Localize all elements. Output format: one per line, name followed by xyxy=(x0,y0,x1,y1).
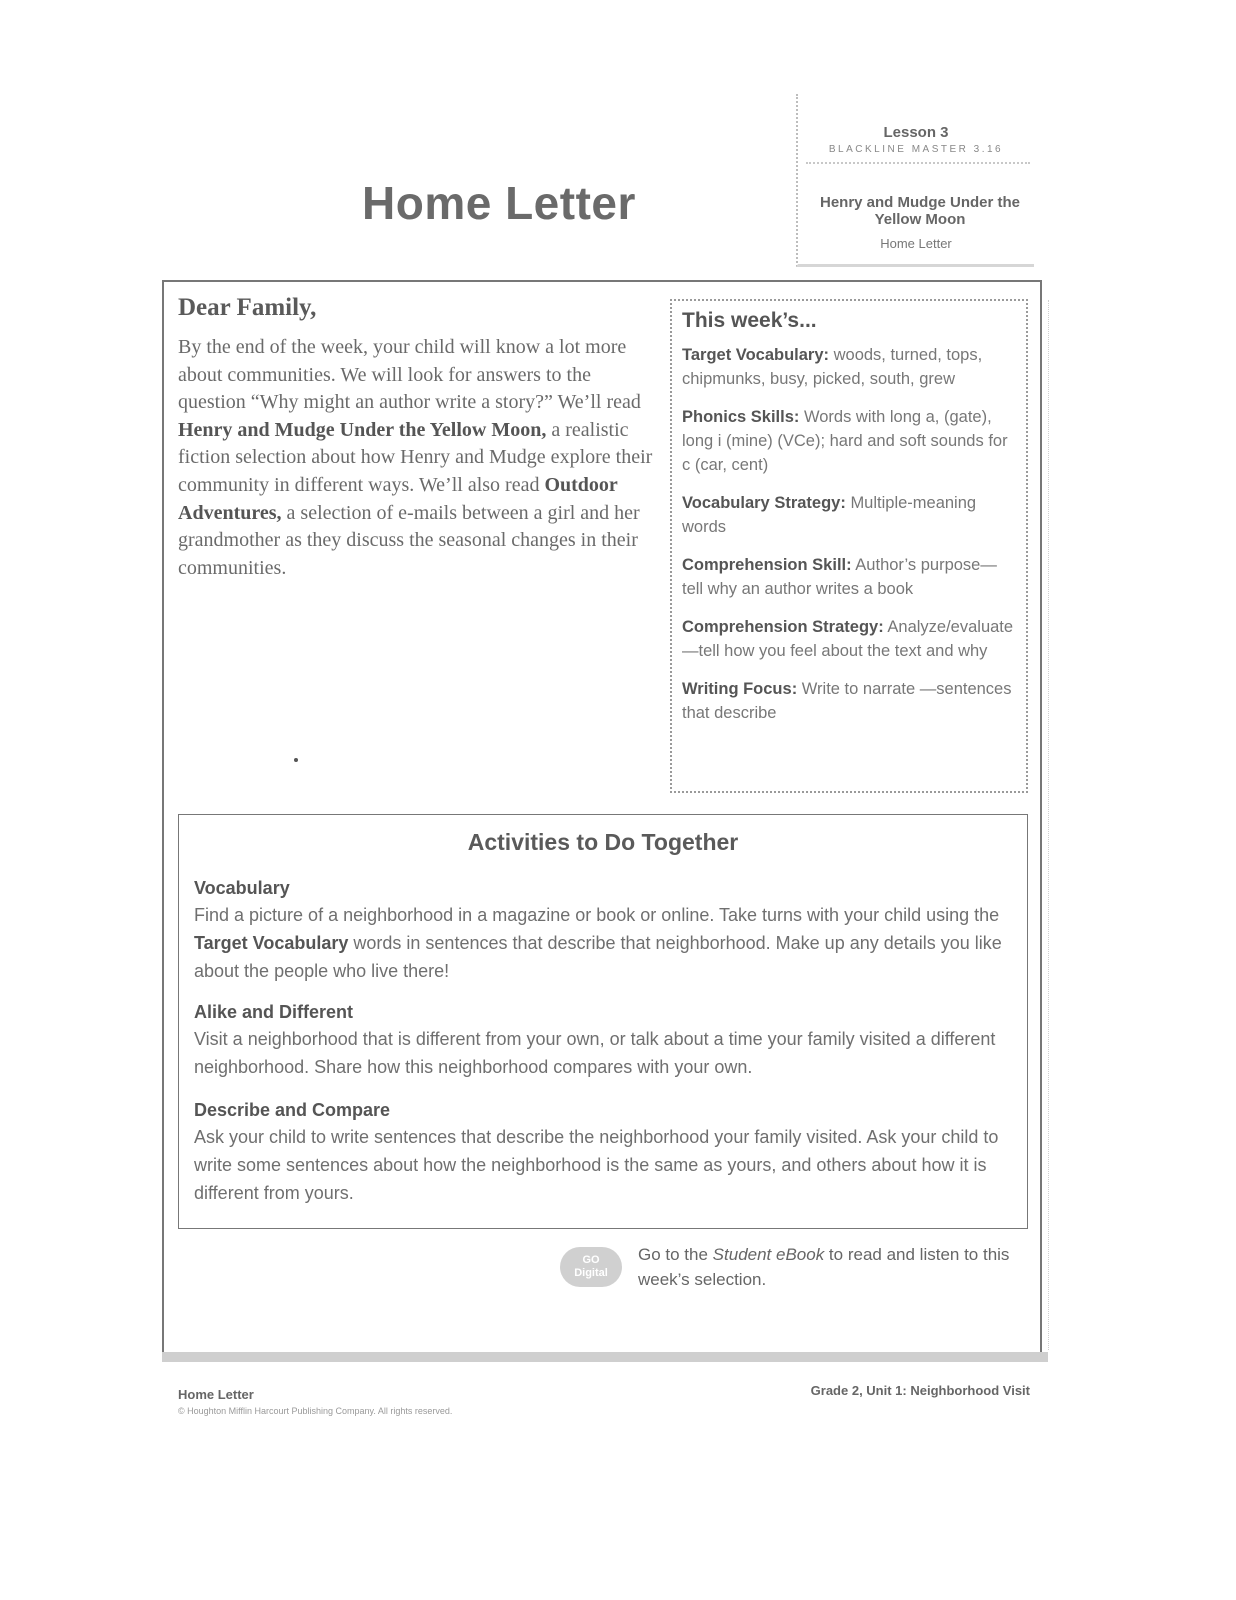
go-digital-text xyxy=(638,1242,1018,1292)
letter-text-part2: a realistic fiction selection about how Henry and Mudge explore their community in different ways. We’ll also read xyxy=(178,418,653,496)
lesson-info-box xyxy=(796,94,1034,267)
activity-alike-different xyxy=(194,999,1014,1081)
activity-text-part: Find a picture of a neighborhood in a magazine or book or online. Take turns with your child using the xyxy=(194,905,1000,925)
book-title-1: Henry and Mudge Under the Yellow Moon, xyxy=(178,418,547,441)
activities-box xyxy=(178,814,1028,1229)
week-item-text: Author’s purpose—tell why an author writes a book xyxy=(682,556,997,598)
this-week-title: This week’s... xyxy=(682,309,817,332)
week-item-text: Analyze/evaluate—tell how you feel about the text and why xyxy=(682,618,1014,660)
scan-edge-line xyxy=(1048,300,1049,1350)
lesson-box-divider xyxy=(806,162,1030,164)
week-item-text: Multiple-meaning words xyxy=(682,494,977,536)
footer-grade-unit: Grade 2, Unit 1: Neighborhood Visit xyxy=(810,1383,1030,1398)
footer-copyright: © Houghton Mifflin Harcourt Publishing Company. All rights reserved. xyxy=(178,1406,453,1416)
week-item-text: Words with long a, (gate), long i (mine) (VCe); hard and soft sounds for c (car, cent) xyxy=(682,408,1008,474)
letter-text-part1: By the end of the week, your child will know a lot more about communities. We will look for answers to the question “Why might an author write a story?” We’ll read xyxy=(178,336,641,414)
week-item-writing-focus xyxy=(682,677,1016,725)
go-digital-icon xyxy=(560,1247,622,1287)
activity-text: Visit a neighborhood that is different from your own, or talk about a time your family visited a different neighborhood. Share how this neighborhood compares with your own. xyxy=(194,1029,996,1077)
lesson-label: Lesson 3 xyxy=(883,124,949,141)
activity-describe-compare xyxy=(194,1097,1014,1207)
activity-vocabulary xyxy=(194,875,1014,985)
week-item-label: Vocabulary Strategy: xyxy=(682,494,846,512)
lesson-subtitle: Home Letter xyxy=(880,236,952,251)
go-digital-badge-line2: Digital xyxy=(574,1267,608,1279)
activity-heading: Alike and Different xyxy=(194,1002,354,1022)
week-item-label: Comprehension Skill: xyxy=(682,556,852,574)
activity-heading: Describe and Compare xyxy=(194,1100,391,1120)
activity-text: Ask your child to write sentences that describe the neighborhood your family visited. Ask your child to write some sentences about how the neighborhood is the same as yours, and others about how it is different from yours. xyxy=(194,1127,999,1203)
week-item-text: Write to narrate —sentences that describe xyxy=(682,680,1012,722)
activity-text-part: words in sentences that describe that neighborhood. Make up any details you like about the people who live there! xyxy=(194,933,1002,981)
story-title: Henry and Mudge Under the Yellow Moon xyxy=(819,194,1021,228)
letter-text-part3: a selection of e-mails between a girl and her grandmother as they discuss the seasonal changes in their communities. xyxy=(178,501,640,579)
student-ebook-link-text: Student eBook xyxy=(712,1245,825,1264)
week-item-text: woods, turned, tops, chipmunks, busy, picked, south, grew xyxy=(682,346,983,388)
letter-greeting: Dear Family, xyxy=(178,294,317,321)
week-item-vocabulary-strategy xyxy=(682,491,1016,539)
week-item-comprehension-skill xyxy=(682,553,1016,601)
week-item-label: Comprehension Strategy: xyxy=(682,618,884,636)
letter-body xyxy=(178,334,656,582)
week-item-label: Target Vocabulary: xyxy=(682,346,830,364)
activity-bold-term: Target Vocabulary xyxy=(194,933,349,953)
this-week-box xyxy=(670,299,1028,793)
week-item-label: Writing Focus: xyxy=(682,680,798,698)
activities-title: Activities to Do Together xyxy=(467,829,739,855)
footer-title: Home Letter xyxy=(178,1387,254,1402)
frame-bottom-shadow xyxy=(162,1352,1048,1362)
go-digital-text-part: to read and listen to this week’s selection. xyxy=(638,1245,1010,1289)
book-title-2: Outdoor Adventures, xyxy=(178,473,618,524)
week-item-label: Phonics Skills: xyxy=(682,408,800,426)
go-digital-text-part: Go to the xyxy=(638,1245,713,1264)
activity-heading: Vocabulary xyxy=(194,878,290,898)
week-item-target-vocabulary xyxy=(682,343,1016,391)
page-title: Home Letter xyxy=(362,177,636,229)
go-digital-badge-line1: GO xyxy=(582,1254,600,1266)
week-item-comprehension-strategy xyxy=(682,615,1016,663)
week-item-phonics-skills xyxy=(682,405,1016,477)
blackline-master-label: BLACKLINE MASTER 3.16 xyxy=(828,144,1004,155)
activity-text xyxy=(194,901,1014,985)
